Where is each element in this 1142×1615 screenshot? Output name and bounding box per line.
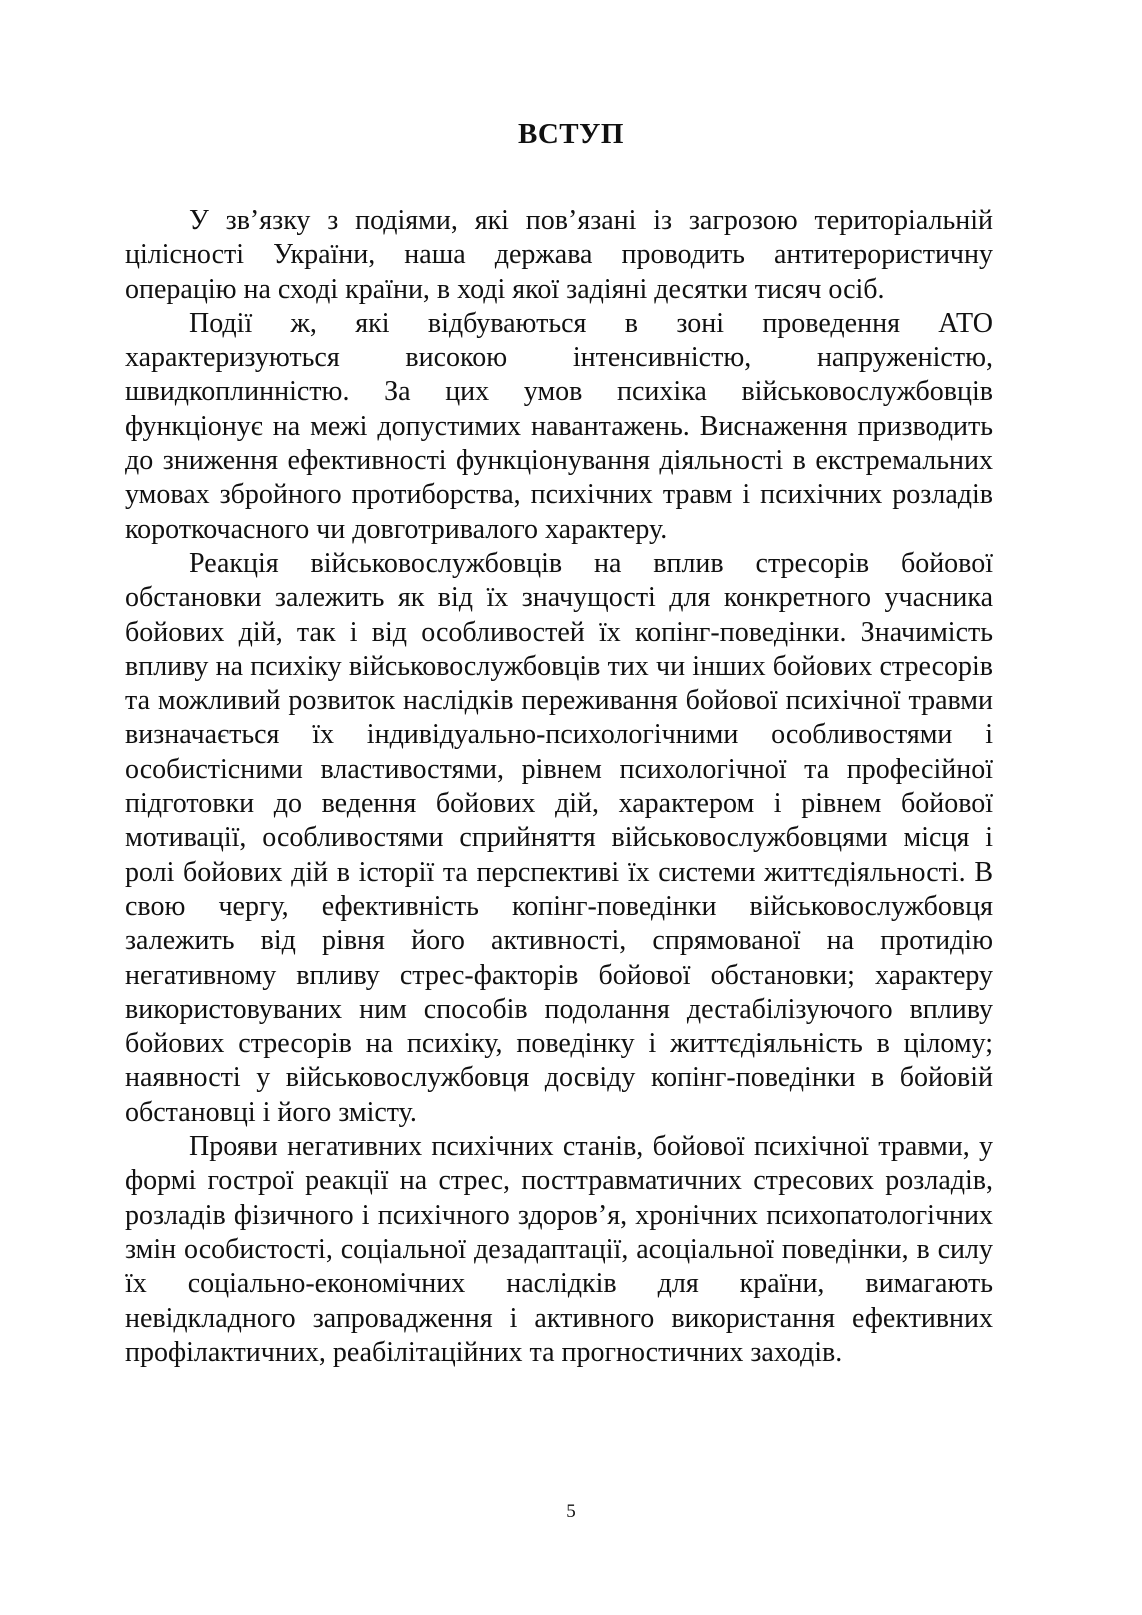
paragraph-1: У зв’язку з подіями, які пов’язані із загрозою територіальній цілісності України, наша держава проводить антитерористичну операцію на сході країни, в ході якої задіяні десятки тисяч осіб.: [125, 205, 993, 305]
paragraph-2: Події ж, які відбуваються в зоні проведення АТО характеризуються високою інтенсивністю, напруженістю, швидкоплинністю. За цих умов психіка військовослужбовців функціонує на межі допустимих навантажень. Виснаження призводить до зниження ефективності функціонування діяльності в екстремальних умовах збройного протиборства, психічних травм і психічних розладів короткочасного чи довготривалого характеру.: [125, 307, 993, 545]
paragraph-3: Реакція військовослужбовців на вплив стресорів бойової обстановки залежить як від їх значущості для конкретного учасника бойових дій, так і від особливостей їх копінг-поведінки. Значимість впливу на психіку військовослужбовців тих чи інших бойових стресорів та можливий розвиток наслідків переживання бойової психічної травми визначається їх індивідуально-психологічними особливостями і особистісними властивостями, рівнем психологічної та професійної підготовки до ведення бойових дій, характером і рівнем бойової мотивації, особливостями сприйняття військовослужбовцями місця і ролі бойових дій в історії та перспективі їх системи життєдіяльності. В свою чергу, ефективність копінг-поведінки військовослужбовця залежить від рівня його активності, спрямованої на протидію негативному впливу стрес-факторів бойової обстановки; характеру використовуваних ним способів подолання дестабілізуючого впливу бойових стресорів на психіку, поведінку і життєдіяльність в цілому; наявності у військовослужбовця досвіду копінг-поведінки в бойовій обстановці і його змісту.: [125, 547, 993, 1128]
paragraph-4: Прояви негативних психічних станів, бойової психічної травми, у формі гострої реакції на стрес, посттравматичних стресових розладів, розладів фізичного і психічного здоров’я, хронічних психопатологічних змін особистості, соціальної дезадаптації, асоціальної поведінки, в силу їх соціально-економічних наслідків для країни, вимагають невідкладного запровадження і активного використання ефективних профілактичних, реабілітаційних та прогностичних заходів.: [125, 1131, 993, 1368]
body-text: [125, 204, 993, 1370]
page-title: ВСТУП: [518, 118, 624, 150]
page-number: 5: [566, 1501, 576, 1522]
